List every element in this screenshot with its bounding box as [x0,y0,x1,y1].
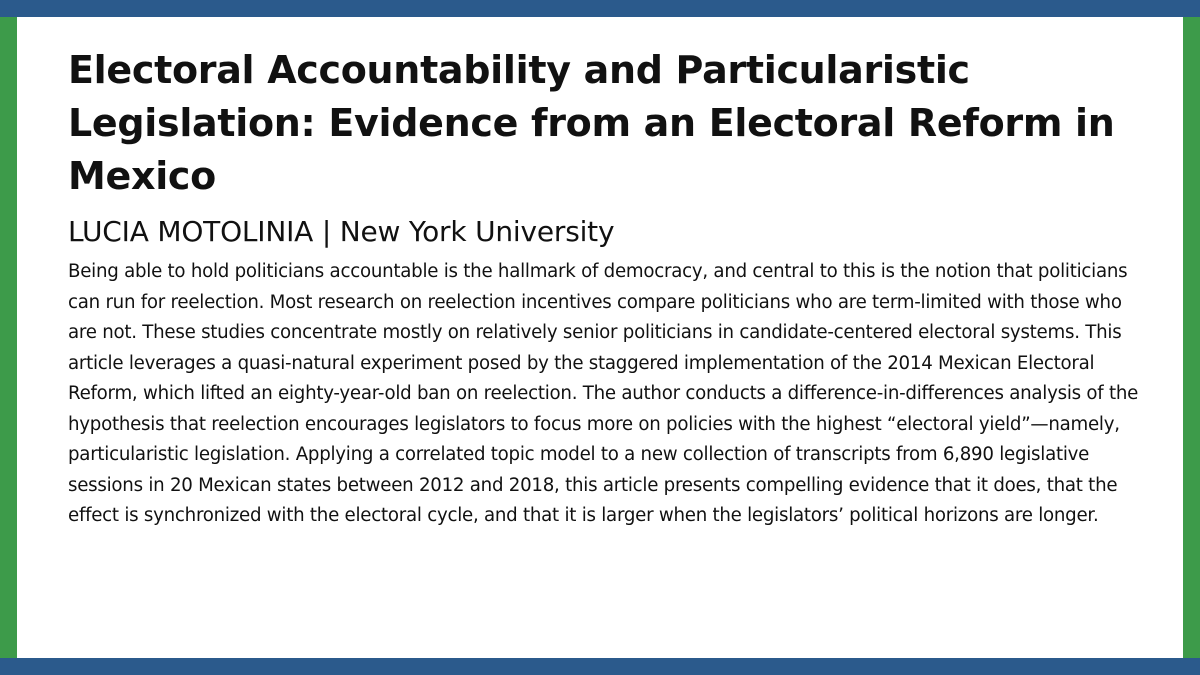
article-content [68,44,1148,532]
article-abstract: Being able to hold politicians accountable is the hallmark of democracy, and central to this is the notion that politicians can run for reelection. Most research on reelection incentives compare politicians who are term-limited with those who are not. These studies concentrate mostly on relatively senior politicians in candidate-centered electoral systems. This article leverages a quasi-natural experiment posed by the staggered implementation of the 2014 Mexican Electoral Reform, which lifted an eighty-year-old ban on reelection. The author conducts a difference-in-differences analysis of the hypothesis that reelection encourages legislators to focus more on policies with the highest “electoral yield”—namely, particularistic legislation. Applying a correlated topic model to a new collection of transcripts from 6,890 legislative sessions in 20 Mexican states between 2012 and 2018, this article presents compelling evidence that it does, that the effect is synchronized with the electoral cycle, and that it is larger when the legislators’ political horizons are longer. [68,261,1139,526]
right-border [1183,0,1200,675]
author-affiliation: LUCIA MOTOLINIA | New York University [68,215,615,248]
bottom-border [0,658,1200,675]
left-border [0,0,17,675]
top-border [0,0,1200,17]
article-title: Electoral Accountability and Particularistic Legislation: Evidence from an Electoral Reform in Mexico [68,48,1115,198]
